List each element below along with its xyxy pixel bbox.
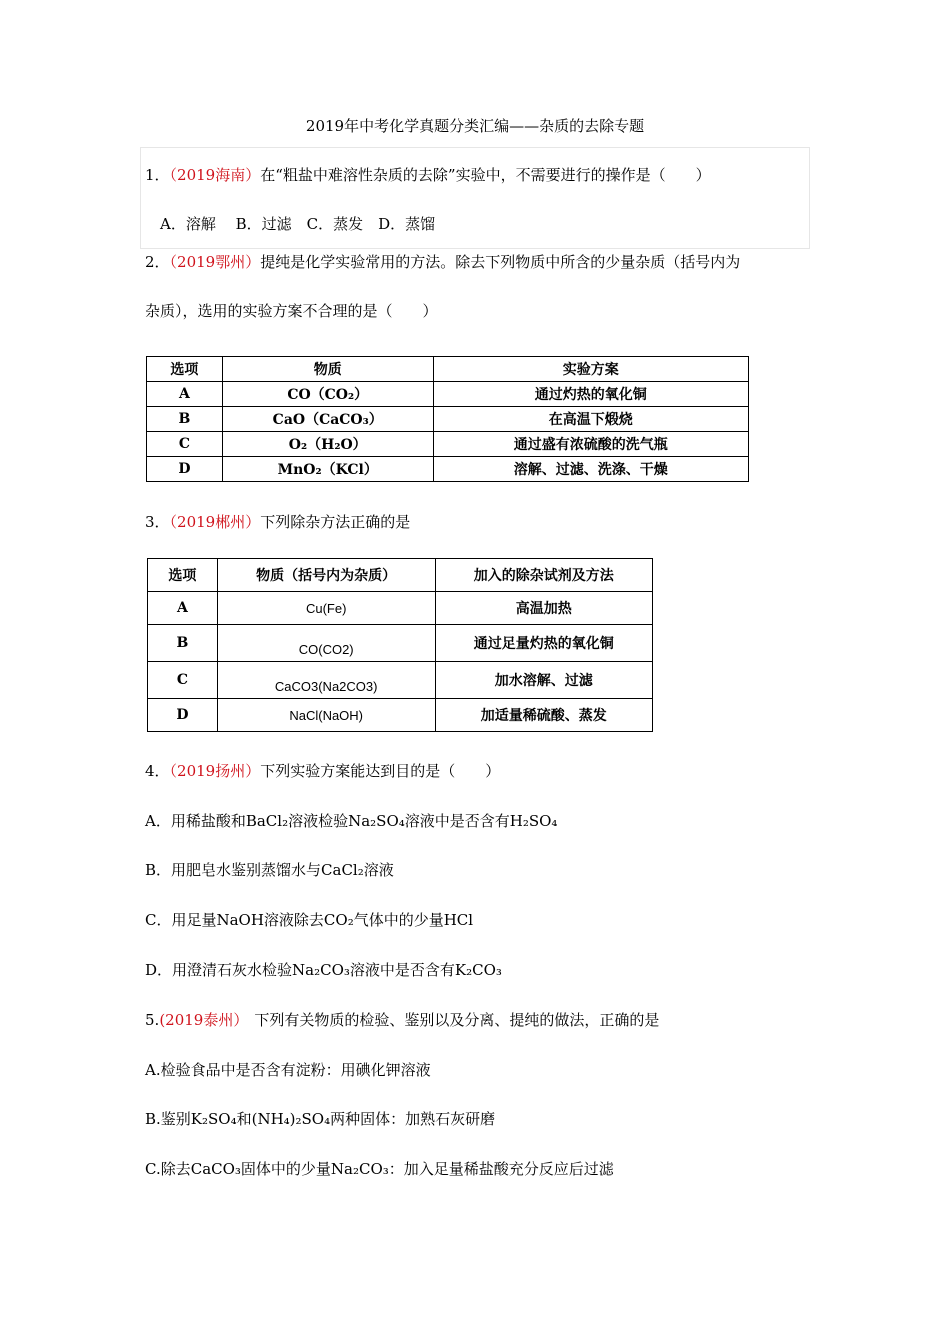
substance-cell: NaCl(NaOH) — [217, 699, 435, 732]
question-source: （2019扬州） — [169, 762, 261, 780]
table-row — [147, 457, 749, 482]
table-header-row — [148, 559, 653, 592]
option-cell: A — [148, 592, 218, 625]
table-header-row — [147, 357, 749, 382]
question-text: 下列有关物质的检验、鉴别以及分离、提纯的做法，正确的是 — [254, 1011, 660, 1029]
table-row — [147, 432, 749, 457]
question-text: 下列除杂方法正确的是 — [260, 513, 411, 531]
plan-cell: 溶解、过滤、洗涤、干燥 — [433, 457, 748, 482]
option-cell: C — [148, 662, 218, 699]
question-2-table — [146, 356, 749, 482]
table-row — [147, 407, 749, 432]
question-5 — [145, 1009, 659, 1030]
table-header: 物质（括号内为杂质） — [217, 559, 435, 592]
substance-cell: CO(CO2) — [217, 625, 435, 662]
question-5-option-c: C.除去CaCO₃固体中的少量Na₂CO₃：加入足量稀盐酸充分反应后过滤 — [145, 1160, 614, 1178]
table-header: 选项 — [147, 357, 223, 382]
plan-cell: 通过灼热的氧化铜 — [433, 382, 748, 407]
plan-cell: 加水溶解、过滤 — [435, 662, 652, 699]
question-1 — [145, 164, 711, 185]
table-header: 选项 — [148, 559, 218, 592]
substance-cell: CO（CO₂） — [222, 382, 433, 407]
substance-cell: MnO₂（KCl） — [222, 457, 433, 482]
table-row — [148, 592, 653, 625]
question-4-option-b: B．用肥皂水鉴别蒸馏水与CaCl₂溶液 — [145, 861, 394, 879]
substance-cell: Cu(Fe) — [217, 592, 435, 625]
question-3 — [145, 511, 410, 532]
table-row — [148, 625, 653, 662]
plan-cell: 高温加热 — [435, 592, 652, 625]
option-cell: B — [148, 625, 218, 662]
question-source: （2019郴州） — [169, 513, 261, 531]
question-number: 3． — [145, 513, 170, 531]
option-cell: D — [148, 699, 218, 732]
table-row — [148, 699, 653, 732]
plan-cell: 通过盛有浓硫酸的洗气瓶 — [433, 432, 748, 457]
table-header: 实验方案 — [433, 357, 748, 382]
question-text: 下列实验方案能达到目的是（ ） — [260, 762, 501, 780]
question-source: （2019鄂州） — [169, 253, 261, 271]
question-source: (2019泰州） — [159, 1011, 249, 1029]
question-number: 1． — [145, 166, 170, 184]
question-2 — [145, 251, 740, 272]
question-4-option-d: D．用澄清石灰水检验Na₂CO₃溶液中是否含有K₂CO₃ — [145, 961, 502, 979]
question-1-options: A．溶解 B．过滤 C．蒸发 D．蒸馏 — [160, 215, 436, 233]
table-header: 加入的除杂试剂及方法 — [435, 559, 652, 592]
question-source: （2019海南） — [169, 166, 261, 184]
option-cell: A — [147, 382, 223, 407]
question-4-option-a: A．用稀盐酸和BaCl₂溶液检验Na₂SO₄溶液中是否含有H₂SO₄ — [145, 812, 558, 830]
option-cell: D — [147, 457, 223, 482]
table-row — [148, 662, 653, 699]
plan-cell: 在高温下煅烧 — [433, 407, 748, 432]
question-number: 2． — [145, 253, 170, 271]
question-3-table — [147, 558, 653, 732]
substance-cell: CaO（CaCO₃） — [222, 407, 433, 432]
table-header: 物质 — [222, 357, 433, 382]
question-5-option-a: A.检验食品中是否含有淀粉：用碘化钾溶液 — [145, 1061, 431, 1079]
question-number: 4． — [145, 762, 170, 780]
page-title: 2019年中考化学真题分类汇编——杂质的去除专题 — [305, 117, 645, 135]
substance-cell: O₂（H₂O） — [222, 432, 433, 457]
question-4 — [145, 760, 500, 781]
question-4-option-c: C．用足量NaOH溶液除去CO₂气体中的少量HCl — [145, 911, 474, 929]
plan-cell: 加适量稀硫酸、蒸发 — [435, 699, 652, 732]
option-cell: C — [147, 432, 223, 457]
table-row — [147, 382, 749, 407]
question-5-option-b: B.鉴别K₂SO₄和(NH₄)₂SO₄两种固体：加熟石灰研磨 — [145, 1110, 496, 1128]
substance-cell: CaCO3(Na2CO3) — [217, 662, 435, 699]
question-text: 提纯是化学实验常用的方法。除去下列物质中所含的少量杂质（括号内为 — [260, 253, 741, 271]
option-cell: B — [147, 407, 223, 432]
plan-cell: 通过足量灼热的氧化铜 — [435, 625, 652, 662]
question-2-continued: 杂质），选用的实验方案不合理的是（ ） — [145, 302, 438, 320]
question-text: 在“粗盐中难溶性杂质的去除”实验中，不需要进行的操作是（ ） — [260, 166, 711, 184]
question-number: 5. — [145, 1011, 160, 1029]
